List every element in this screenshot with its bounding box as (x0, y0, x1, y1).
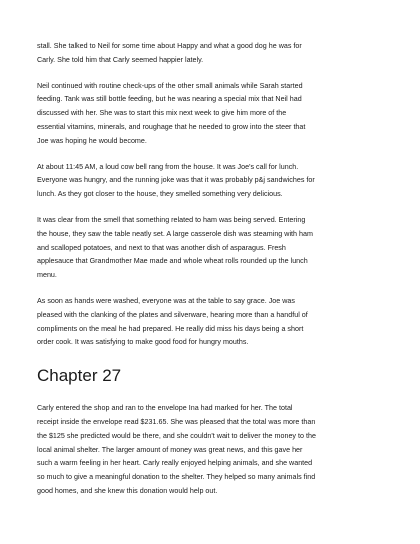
text-line: such a warm feeling in her heart. Carly really enjoyed helping animals, and she wanted (37, 459, 313, 468)
paragraph (37, 214, 387, 283)
text-line: discussed with her. She was to start this mix next week to give him more of the (37, 109, 287, 118)
text-line: Carly entered the shop and ran to the envelope Ina had marked for her. The total (37, 404, 293, 413)
text-line: receipt inside the envelope read $231.65. She was pleased that the total was more than (37, 417, 316, 426)
text-line: menu. (37, 271, 57, 280)
paragraph (37, 402, 387, 499)
text-line: compliments on the meal he had prepared. He really did miss his days being a short (37, 324, 304, 333)
text-line: order cook. It was satisfying to make good food for hungry mouths. (37, 338, 249, 347)
text-line: stall. She talked to Neil for some time about Happy and what a good dog he was for (37, 42, 302, 50)
text-line: the house, they saw the table neatly set. A large casserole dish was steaming with ham (37, 229, 313, 238)
text-line: so much to give a meaningful donation to the shelter. They helped so many animals find (37, 473, 316, 482)
text-line: Joe was hoping he would become. (37, 136, 147, 145)
text-line: lunch. As they got closer to the house, they smelled something very delicious. (37, 190, 283, 199)
text-line: As soon as hands were washed, everyone was at the table to say grace. Joe was (37, 296, 295, 305)
text-line: local animal shelter. The larger amount of money was great news, and this gave her (37, 445, 303, 454)
text-line: pleased with the clanking of the plates and silverware, hearing more than a handful of (37, 310, 308, 319)
text-line: and scalloped potatoes, and next to that was another dish of asparagus. Fresh (37, 243, 286, 252)
paragraph (37, 40, 387, 68)
text-line: At about 11:45 AM, a loud cow bell rang from the house. It was Joe's call for lunch. (37, 162, 299, 171)
paragraph (37, 161, 387, 202)
text-line: It was clear from the smell that something related to ham was being served. Entering (37, 215, 306, 224)
text-line: Neil continued with routine check-ups of the other small animals while Sarah started (37, 81, 303, 90)
text-line: good homes, and she knew this donation would help out. (37, 486, 218, 495)
text-line: the $125 she predicted would be there, and she couldn't wait to deliver the money to the (37, 431, 316, 440)
text-line: feeding. Tank was still bottle feeding, but he was nearing a special mix that Neil had (37, 95, 302, 104)
chapter-heading: Chapter 27 (37, 366, 122, 386)
paragraph (37, 295, 387, 350)
text-line: essential vitamins, minerals, and roughage that he needed to grow into the steer that (37, 122, 306, 131)
text-line: Everyone was hungry, and the running joke was that it was probably p&j sandwiches for (37, 176, 315, 185)
text-line: Carly. She told him that Carly seemed happier lately. (37, 55, 204, 64)
page-content (37, 40, 387, 511)
paragraph (37, 80, 387, 149)
text-line: applesauce that Grandmother Mae made and whole wheat rolls rounded up the lunch (37, 257, 308, 266)
